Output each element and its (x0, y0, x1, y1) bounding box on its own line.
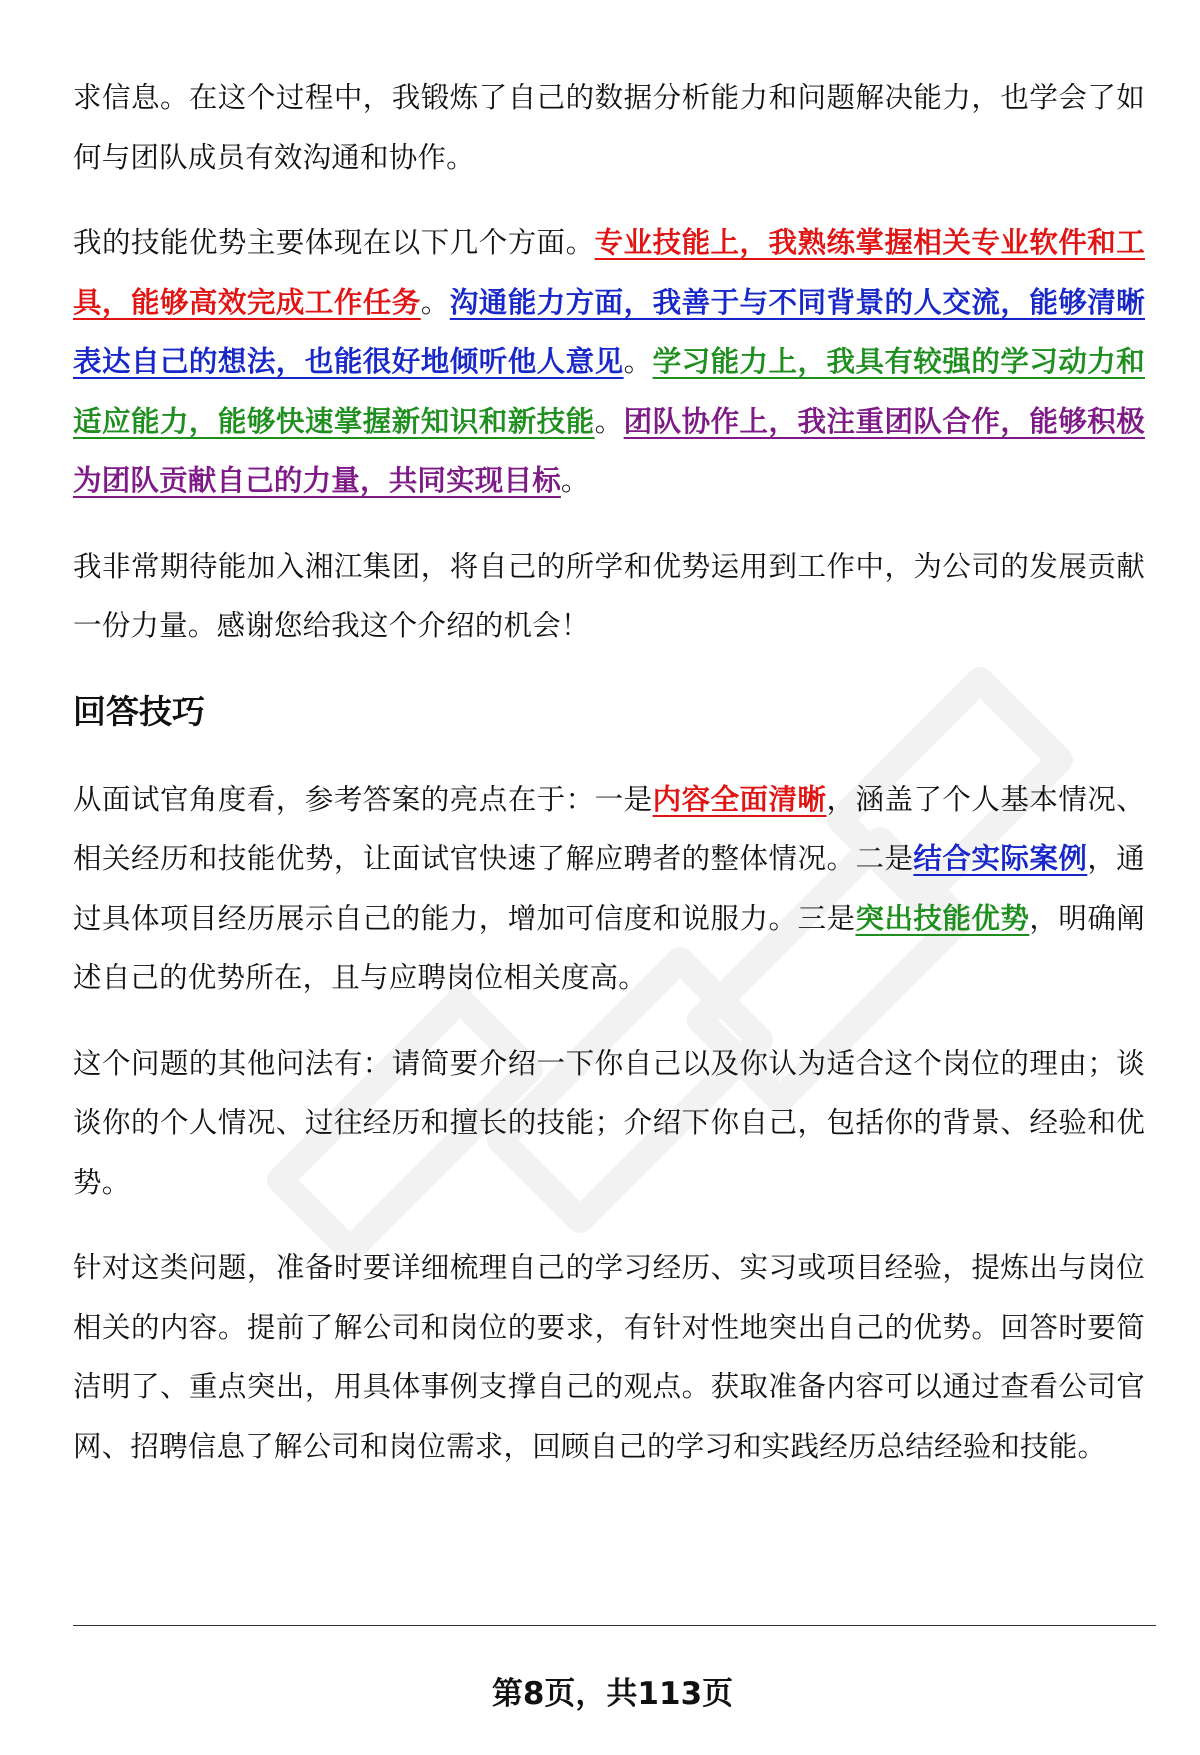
paragraph-highlights (73, 770, 1145, 1008)
main-content (73, 68, 1145, 1502)
paragraph-preparation: 针对这类问题，准备时要详细梳理自己的学习经历、实习或项目经验，提炼出与岗位相关的内容。提前了解公司和岗位的要求，有针对性地突出自己的优势。回答时要简洁明了、重点突出，用具体事例支撑自己的观点。获取准备内容可以通过查看公司官网、招聘信息了解公司和岗位需求，回顾自己的学习和实践经历总结经验和技能。 (73, 1251, 1145, 1463)
highlight-communication: 沟通能力方面，我善于与不同背景的人交流，能够清晰表达自己的想法，也能很好地倾听他人意见 (73, 285, 1145, 378)
highlights-text: ，通过具体项目经历展示自己的能力，增加可信度和说服力。三是 (73, 842, 1145, 935)
paragraph-alternate-questions: 这个问题的其他问法有：请简要介绍一下你自己以及你认为适合这个岗位的理由；谈谈你的个人情况、过往经历和擅长的技能；介绍下你自己，包括你的背景、经验和优势。 (73, 1046, 1145, 1199)
highlight-content-clear: 内容全面清晰 (652, 782, 827, 816)
footer-divider (73, 1625, 1156, 1626)
paragraph-skills (73, 213, 1145, 511)
punct: 。 (623, 345, 653, 378)
highlight-teamwork: 团队协作上，我注重团队合作，能够积极为团队贡献自己的力量，共同实现目标 (73, 404, 1145, 497)
highlight-learning: 学习能力上，我具有较强的学习动力和适应能力，能够快速掌握新知识和新技能 (73, 345, 1145, 438)
highlights-text: ，涵盖了个人基本情况、相关经历和技能优势，让面试官快速了解应聘者的整体情况。二是 (73, 782, 1146, 875)
punct: 。 (560, 464, 590, 497)
highlight-professional-skills: 专业技能上，我熟练掌握相关专业软件和工具，能够高效完成工作任务 (73, 226, 1145, 319)
page-number: 第8页，共113页 (491, 1676, 734, 1712)
highlights-text: ，明确阐述自己的优势所在，且与应聘岗位相关度高。 (73, 901, 1145, 994)
section-heading: 回答技巧 (73, 691, 205, 731)
skills-intro: 我的技能优势主要体现在以下几个方面。 (73, 226, 595, 259)
paragraph-experience: 求信息。在这个过程中，我锻炼了自己的数据分析能力和问题解决能力，也学会了如何与团队成员有效沟通和协作。 (73, 81, 1145, 174)
punct: 。 (594, 404, 624, 438)
punct: 。 (420, 285, 450, 319)
highlights-text: 从面试官角度看，参考答案的亮点在于：一是 (73, 782, 653, 816)
highlight-real-cases: 结合实际案例 (913, 842, 1088, 875)
paragraph-closing: 我非常期待能加入湘江集团，将自己的所学和优势运用到工作中，为公司的发展贡献一份力量。感谢您给我这个介绍的机会！ (73, 549, 1145, 642)
highlight-skill-advantage: 突出技能优势 (855, 901, 1030, 935)
